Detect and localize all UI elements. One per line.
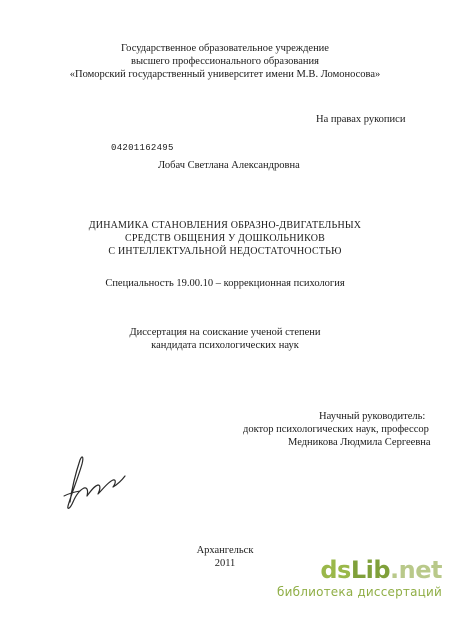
specialty: Специальность 19.00.10 – коррекционная психология xyxy=(105,278,345,289)
footer-year: 2011 xyxy=(214,558,236,569)
supervisor-label: Научный руководитель: xyxy=(319,411,426,422)
supervisor-name: Медникова Людмила Сергеевна xyxy=(288,437,431,448)
supervisor-rank: доктор психологических наук, профессор xyxy=(243,424,429,435)
catalog-number: 04201162495 xyxy=(111,143,174,153)
rights-note: На правах рукописи xyxy=(316,114,406,125)
degree-line-1: Диссертация на соискание ученой степени xyxy=(129,327,321,338)
institution-line-2: высшего профессионального образования xyxy=(131,56,319,67)
institution-line-3: «Поморский государственный университет имени М.В. Ломоносова» xyxy=(69,69,381,80)
title-line-2: СРЕДСТВ ОБЩЕНИЯ У ДОШКОЛЬНИКОВ xyxy=(124,233,326,244)
title-line-3: С ИНТЕЛЛЕКТУАЛЬНОЙ НЕДОСТАТОЧНОСТЬЮ xyxy=(108,246,342,257)
watermark-wordmark xyxy=(260,556,442,584)
watermark-logo xyxy=(260,556,442,612)
degree-line-2: кандидата психологических наук xyxy=(151,340,299,351)
signature-icon xyxy=(58,452,130,514)
watermark-ds: ds xyxy=(320,556,351,584)
watermark-lib: Lib xyxy=(350,556,391,584)
footer-city: Архангельск xyxy=(196,545,254,556)
title-line-1: ДИНАМИКА СТАНОВЛЕНИЯ ОБРАЗНО-ДВИГАТЕЛЬНЫХ xyxy=(88,220,362,231)
watermark-net: .net xyxy=(390,556,442,584)
author-name: Лобач Светлана Александровна xyxy=(158,160,300,171)
institution-line-1: Государственное образовательное учреждение xyxy=(121,43,329,54)
watermark-subtitle: библиотека диссертаций xyxy=(277,585,442,599)
